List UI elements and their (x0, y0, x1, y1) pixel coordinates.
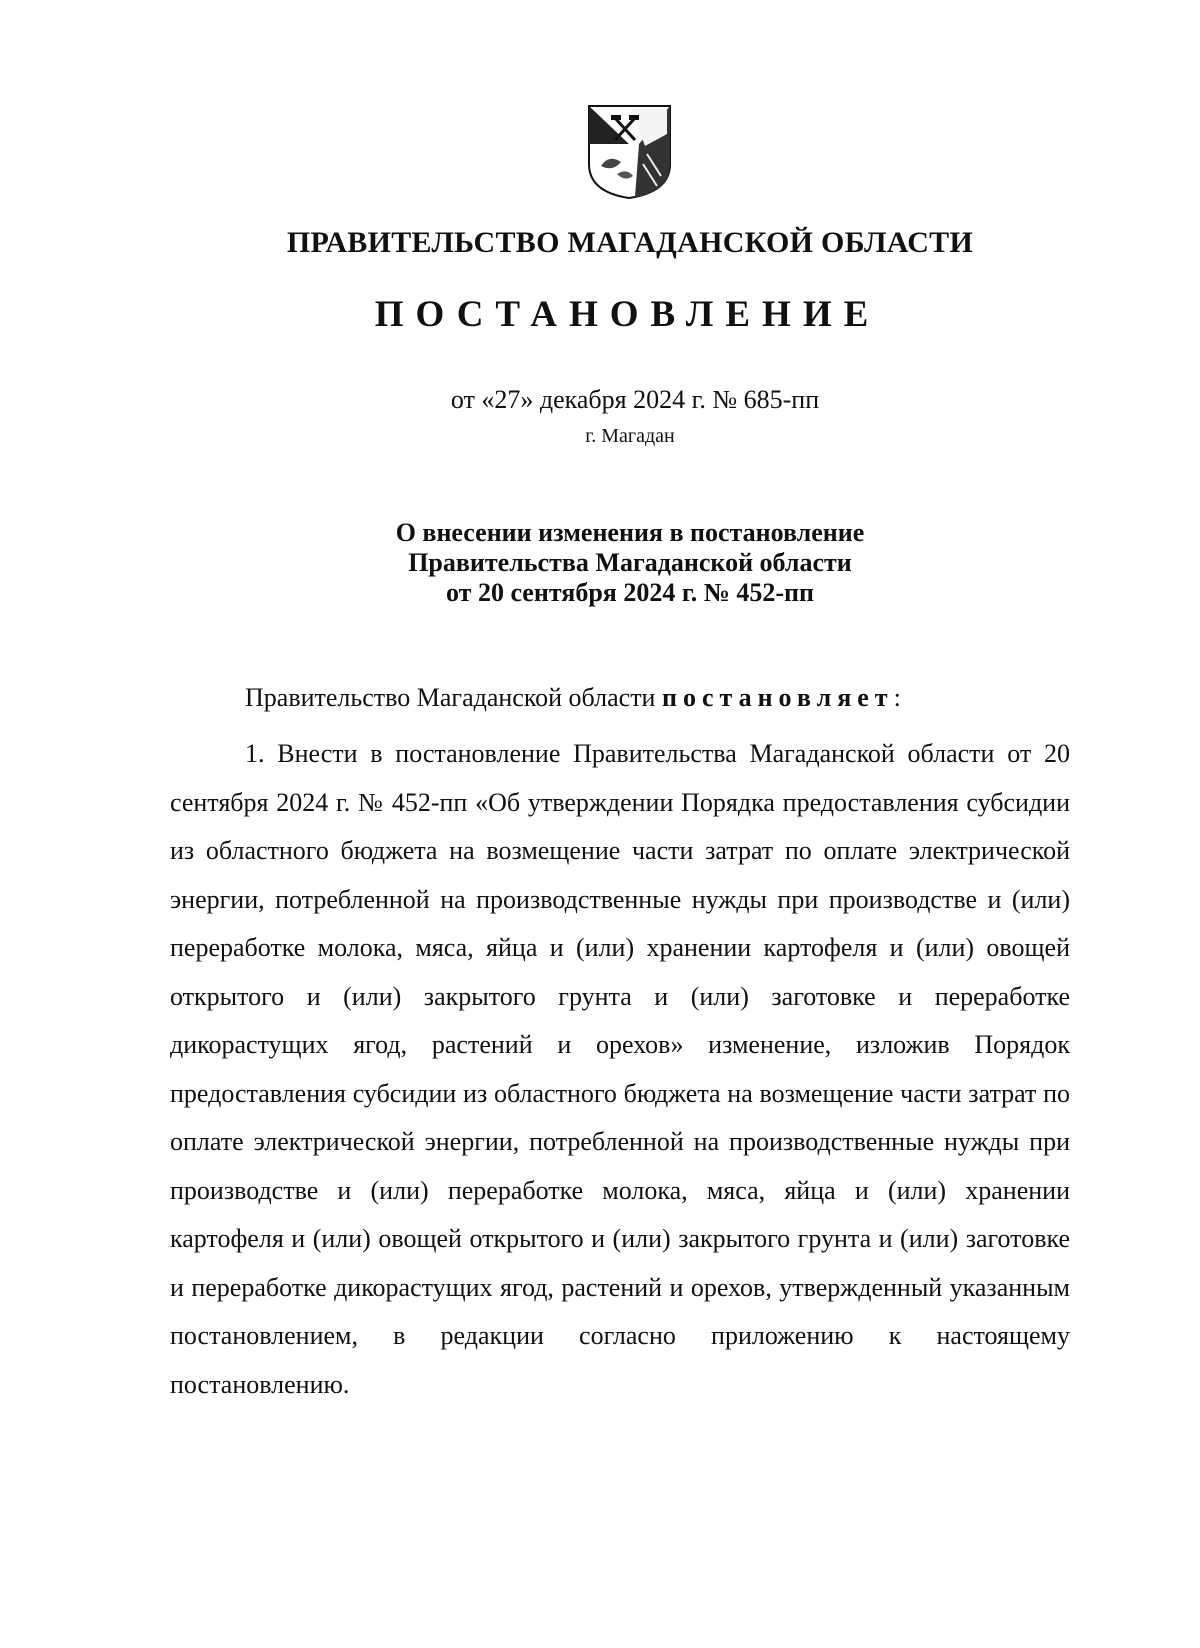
preamble (245, 683, 901, 713)
document-city: г. Магадан (585, 425, 675, 447)
organization-name: ПРАВИТЕЛЬСТВО МАГАДАНСКОЙ ОБЛАСТИ (286, 226, 974, 259)
coat-of-arms-icon (587, 104, 672, 200)
document-title (0, 518, 1200, 608)
preamble-verb: постановляет (661, 683, 894, 712)
preamble-colon: : (893, 683, 901, 712)
paragraph-1: 1. Внести в постановление Правительства Магаданской области от 20 сентября 2024 г. № 452-пп «Об утверждении Порядка предоставления субсидии из областного бюджета на возмещение части затрат по оплате электрической энергии, потребленной на производственные нужды при производстве и (или) переработке молока, мяса, яйца и (или) хранении картофеля и (или) овощей открытого и (или) закрытого грунта и (или) заготовке и переработке дикорастущих ягод, растений и орехов» изменение, изложив Порядок предоставления субсидии из областного бюджета на возмещение части затрат по оплате электрической энергии, потребленной на производственные нужды при производстве и (или) переработке молока, мяса, яйца и (или) хранении картофеля и (или) овощей открытого и (или) закрытого грунта и (или) заготовке и переработке дикорастущих ягод, растений и орехов, утвержденный указанным постановлением, в редакции согласно приложению к настоящему постановлению. (170, 739, 1070, 1399)
document-type: ПОСТАНОВЛЕНИЕ (374, 294, 881, 335)
document-title-line-1: О внесении изменения в постановление (395, 518, 865, 547)
preamble-subject: Правительство Магаданской области (245, 683, 656, 712)
document-date-number: от «27» декабря 2024 г. № 685-пп (450, 385, 820, 414)
document-title-line-2: Правительства Магаданской области (408, 548, 852, 577)
document-title-line-3: от 20 сентября 2024 г. № 452-пп (446, 578, 814, 607)
